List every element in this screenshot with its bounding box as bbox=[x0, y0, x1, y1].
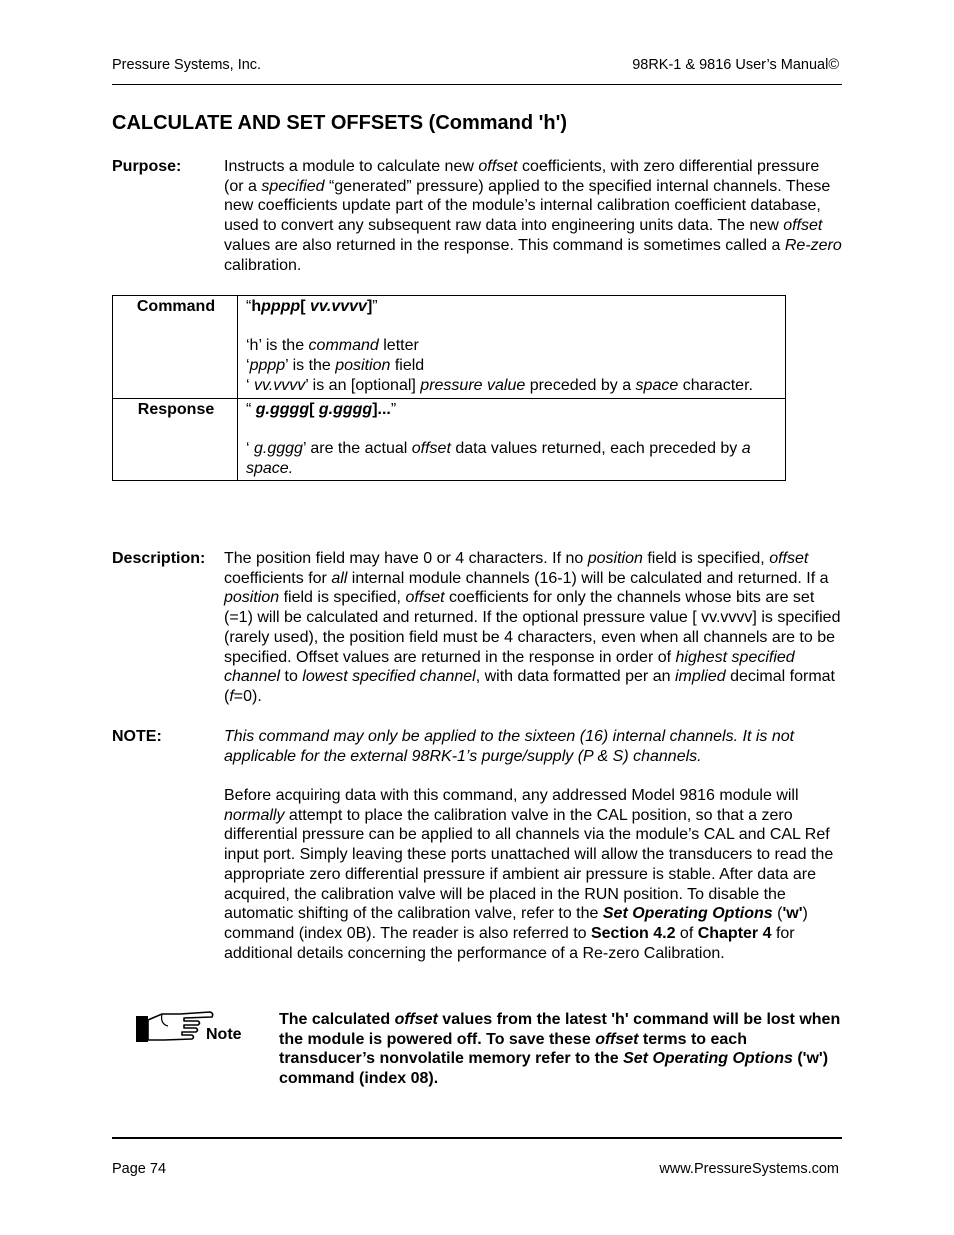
text-run: f bbox=[229, 687, 234, 705]
text-run: Before acquiring data with this command, any addressed Model 9816 module will bbox=[224, 787, 799, 804]
text-run: g.gggg bbox=[254, 439, 303, 457]
text-run: Chapter 4 bbox=[697, 924, 772, 942]
footer-rule bbox=[112, 1137, 842, 1139]
text-run: pressure value bbox=[420, 376, 526, 394]
text-run: Re-zero bbox=[784, 236, 842, 254]
description-label: Description: bbox=[112, 550, 206, 567]
text-run: 'w' bbox=[782, 905, 803, 923]
note-italic-text bbox=[224, 727, 842, 766]
purpose-text bbox=[224, 157, 842, 275]
text-run: pppp bbox=[261, 298, 301, 315]
pointing-hand-icon bbox=[134, 1008, 216, 1048]
text-run: internal module channels (16-1) will be calculated and returned. If a bbox=[347, 569, 829, 587]
command-label: Command bbox=[113, 296, 238, 399]
text-run: ) command (index 0B). The reader is also referred to bbox=[224, 905, 808, 942]
text-run: field is specified, bbox=[279, 589, 406, 607]
text-run: specified bbox=[261, 177, 325, 195]
text-run: ‘ bbox=[246, 376, 254, 394]
text-run: =0). bbox=[233, 687, 262, 705]
text-run: ’ are the actual bbox=[302, 439, 412, 457]
text-run: g.gggg bbox=[255, 400, 310, 418]
note-label: NOTE: bbox=[112, 728, 162, 745]
text-run: ’ is the bbox=[285, 357, 336, 375]
text-run: coefficients for bbox=[224, 569, 332, 587]
text-run: “ bbox=[246, 298, 252, 315]
note-paragraph bbox=[224, 786, 842, 963]
text-run: highest specified channel bbox=[224, 648, 795, 686]
text-run: normally bbox=[224, 806, 285, 824]
text-run: a space. bbox=[246, 439, 751, 477]
text-run: “ bbox=[246, 400, 256, 418]
text-run: decimal format ( bbox=[224, 668, 835, 705]
text-run: of bbox=[675, 924, 698, 942]
note-callout-label: Note bbox=[206, 1026, 242, 1043]
response-definition bbox=[238, 398, 786, 481]
text-run: g.gggg bbox=[318, 400, 373, 418]
text-run: [ bbox=[300, 298, 310, 315]
response-label: Response bbox=[113, 398, 238, 481]
text-run: coefficients, with zero differential pressure (or a bbox=[224, 158, 820, 195]
text-run: to bbox=[280, 668, 303, 686]
text-run: for additional details concerning the performance of a Re-zero Calibration. bbox=[224, 924, 795, 962]
text-run: values from the latest 'h' command will be lost when the module is powered off. To save these bbox=[279, 1011, 841, 1048]
text-run: Set Operating Options bbox=[623, 1050, 793, 1068]
text-run: offset bbox=[595, 1030, 639, 1048]
text-run: character. bbox=[678, 376, 753, 394]
text-run: The position field may have 0 or 4 characters. If no bbox=[224, 550, 588, 567]
section-title: CALCULATE AND SET OFFSETS (Command 'h') bbox=[112, 112, 568, 134]
command-syntax bbox=[246, 297, 779, 317]
text-run: ’ is an [optional] bbox=[305, 376, 421, 394]
header-right: 98RK-1 & 9816 User’s Manual© bbox=[632, 57, 839, 73]
header-rule bbox=[112, 84, 842, 85]
text-run: “generated” pressure) applied to the specified internal channels. These new coefficients update part of the module’s internal calibration coefficient database, used to convert any subsequent raw data into engineering units data. The new bbox=[224, 177, 831, 235]
text-run: ]... bbox=[372, 400, 391, 418]
text-run: Instructs a module to calculate new bbox=[224, 158, 479, 175]
note-callout-text bbox=[279, 1010, 844, 1089]
text-run: attempt to place the calibration valve in the CAL position, so that a zero differential pressure can be applied to all channels via the module’s CAL and CAL Ref input port. Simply leaving these ports unattached will allow the transducers to read the appropriate zero differential pressure if ambient air pressure is stable. After data are acquired, the calibration valve will be placed in the RUN position. To disable the automatic shifting of the calibration valve, refer to the bbox=[224, 806, 834, 923]
text-run: vv.vvvv bbox=[254, 376, 306, 394]
text-run: command bbox=[308, 337, 379, 355]
response-row bbox=[113, 398, 786, 481]
description-text bbox=[224, 549, 842, 707]
response-syntax bbox=[246, 400, 779, 420]
text-run: position bbox=[587, 550, 643, 567]
text-run: pppp bbox=[249, 357, 286, 375]
text-run: offset bbox=[478, 158, 518, 175]
text-run: , with data formatted per an bbox=[475, 668, 675, 686]
text-run: coefficients for only the channels whose bits are set (=1) will be calculated and returned. If the optional pressure value [ vv.vvvv] is specified (rarely used), the position field must be 4 characters, even when all channels are to be specified. Offset values are returned in the response in order of bbox=[224, 589, 841, 666]
command-definition bbox=[238, 296, 786, 399]
response-line bbox=[246, 439, 779, 478]
page-number: Page 74 bbox=[112, 1161, 167, 1177]
text-run: field is specified, bbox=[642, 550, 770, 567]
text-run: ] bbox=[366, 298, 373, 315]
text-run: calibration. bbox=[224, 256, 302, 274]
command-line bbox=[246, 356, 779, 376]
text-run: letter bbox=[378, 337, 419, 355]
text-run: lowest specified channel bbox=[302, 668, 476, 686]
text-run: offset bbox=[405, 589, 445, 607]
text-run: vv.vvvv bbox=[309, 298, 367, 315]
text-run: position bbox=[335, 357, 391, 375]
text-run: space bbox=[635, 376, 679, 394]
note-callout-icon-group bbox=[134, 1008, 264, 1048]
text-run: ('w') command (index 08). bbox=[279, 1050, 829, 1088]
text-run: [ bbox=[309, 400, 319, 418]
text-run: ‘ bbox=[246, 357, 250, 375]
text-run: terms to each transducer’s nonvolatile memory refer to the bbox=[279, 1030, 747, 1068]
footer-website: www.PressureSystems.com bbox=[659, 1161, 839, 1177]
command-line bbox=[246, 336, 779, 356]
text-run: data values returned, each preceded by bbox=[450, 439, 742, 457]
text-run: ‘ bbox=[246, 439, 254, 457]
text-run: all bbox=[331, 569, 348, 587]
text-run: ” bbox=[390, 400, 397, 418]
command-table bbox=[112, 295, 786, 481]
text-run: offset bbox=[411, 439, 451, 457]
text-run: This command may only be applied to the sixteen (16) internal channels. It is not applicable for the external 98RK-1’s purge/supply (P & S) channels. bbox=[224, 728, 795, 765]
text-run: h bbox=[251, 298, 262, 315]
text-run: offset bbox=[783, 217, 823, 235]
text-run: offset bbox=[394, 1011, 438, 1028]
text-run: values are also returned in the response. This command is sometimes called a bbox=[224, 236, 785, 254]
purpose-label: Purpose: bbox=[112, 158, 182, 175]
text-run: implied bbox=[674, 668, 726, 686]
text-run: preceded by a bbox=[525, 376, 636, 394]
header-left: Pressure Systems, Inc. bbox=[112, 57, 262, 73]
command-row bbox=[113, 296, 786, 399]
text-run: ( bbox=[772, 905, 783, 923]
text-run: ‘h’ is the bbox=[246, 337, 309, 355]
text-run: field bbox=[390, 357, 425, 375]
text-run: ” bbox=[372, 298, 378, 315]
text-run: Set Operating Options bbox=[602, 905, 773, 923]
text-run: offset bbox=[769, 550, 809, 567]
text-run: position bbox=[224, 589, 280, 607]
text-run: Section 4.2 bbox=[590, 924, 676, 942]
text-run: The calculated bbox=[279, 1011, 395, 1028]
command-line bbox=[246, 376, 779, 396]
